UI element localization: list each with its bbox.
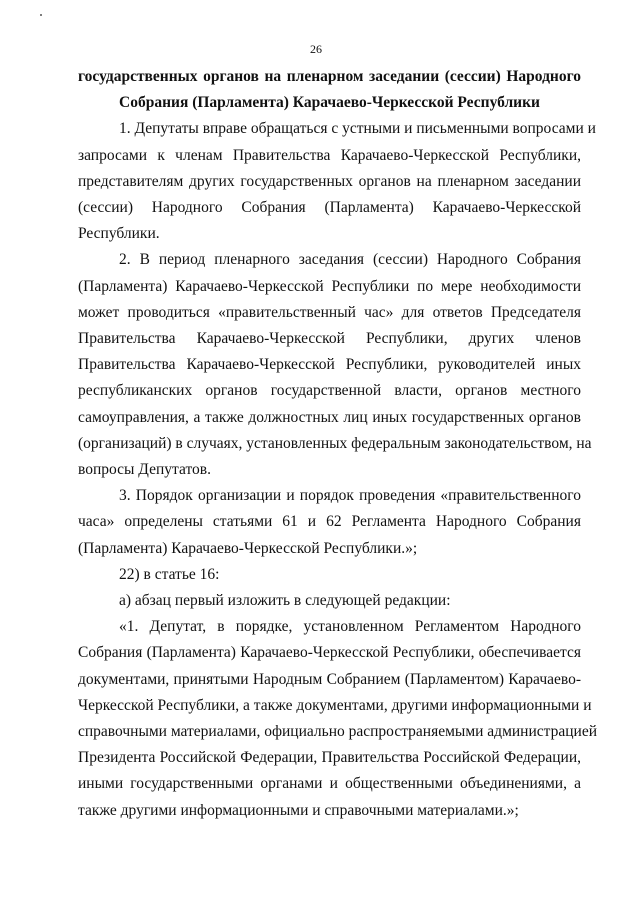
- text-line: 1. Депутаты вправе обращаться с устными и письменными вопросами и: [119, 120, 596, 138]
- text-line: Собрания (Парламента) Карачаево-Черкесской Республики, обеспечивается: [78, 644, 581, 662]
- page-number: 26: [310, 42, 322, 56]
- text-line: часа» определены статьями 61 и 62 Регламента Народного Собрания: [78, 513, 581, 531]
- text-line: а) абзац первый изложить в следующей редакции:: [119, 592, 451, 610]
- text-line: запросами к членам Правительства Карачаево-Черкесской Республики,: [78, 146, 581, 164]
- text-line: Правительства Карачаево-Черкесской Республики, руководителей иных: [78, 356, 581, 374]
- text-line: справочными материалами, официально распространяемыми администрацией: [78, 723, 597, 741]
- text-line: (Парламента) Карачаево-Черкесской Республики по мере необходимости: [78, 277, 581, 295]
- text-line: вопросы Депутатов.: [78, 461, 211, 479]
- text-line: государственных органов на пленарном заседании (сессии) Народного: [78, 68, 581, 85]
- text-line: самоуправления, а также должностных лиц иных государственных органов: [78, 408, 581, 426]
- paragraph: [78, 562, 581, 588]
- text-line: документами, принятыми Народным Собранием (Парламентом) Карачаево-: [78, 670, 581, 688]
- paragraph: [78, 614, 597, 824]
- text-line: 2. В период пленарного заседания (сессии) Народного Собрания: [119, 251, 581, 269]
- paragraph: [78, 483, 581, 562]
- text-line: (Парламента) Карачаево-Черкесской Республики.»;: [78, 539, 418, 557]
- text-line: республиканских органов государственной власти, органов местного: [78, 382, 581, 400]
- text-line: (организаций) в случаях, установленных федеральным законодательством, на: [78, 434, 592, 452]
- text-line: представителям других государственных органов на пленарном заседании: [78, 172, 581, 190]
- paragraph: [78, 116, 596, 247]
- text-line: (сессии) Народного Собрания (Парламента) Карачаево-Черкесской: [78, 199, 581, 217]
- text-line: Собрания (Парламента) Карачаево-Черкесской Республики: [119, 94, 540, 112]
- section-heading: [78, 64, 581, 116]
- text-line: Республики.: [78, 225, 160, 243]
- paragraph: [78, 588, 581, 614]
- text-line: 22) в статье 16:: [119, 565, 220, 583]
- paragraph: [78, 247, 592, 483]
- text-line: 3. Порядок организации и порядок проведения «правительственного: [119, 487, 581, 505]
- paragraphs-container: [78, 116, 597, 823]
- text-line: Президента Российской Федерации, Правительства Российской Федерации,: [78, 749, 581, 767]
- text-line: Черкесской Республики, а также документами, другими информационными и: [78, 696, 592, 714]
- text-line: Правительства Карачаево-Черкесской Республики, других членов: [78, 330, 581, 348]
- scan-speck: [40, 14, 42, 16]
- text-line: может проводиться «правительственный час» для ответов Председателя: [78, 303, 581, 321]
- document-body: [78, 64, 597, 824]
- text-line: иными государственными органами и общественными объединениями, а: [78, 775, 581, 793]
- text-line: «1. Депутат, в порядке, установленном Регламентом Народного: [119, 618, 581, 636]
- text-line: также другими информационными и справочными материалами.»;: [78, 801, 519, 819]
